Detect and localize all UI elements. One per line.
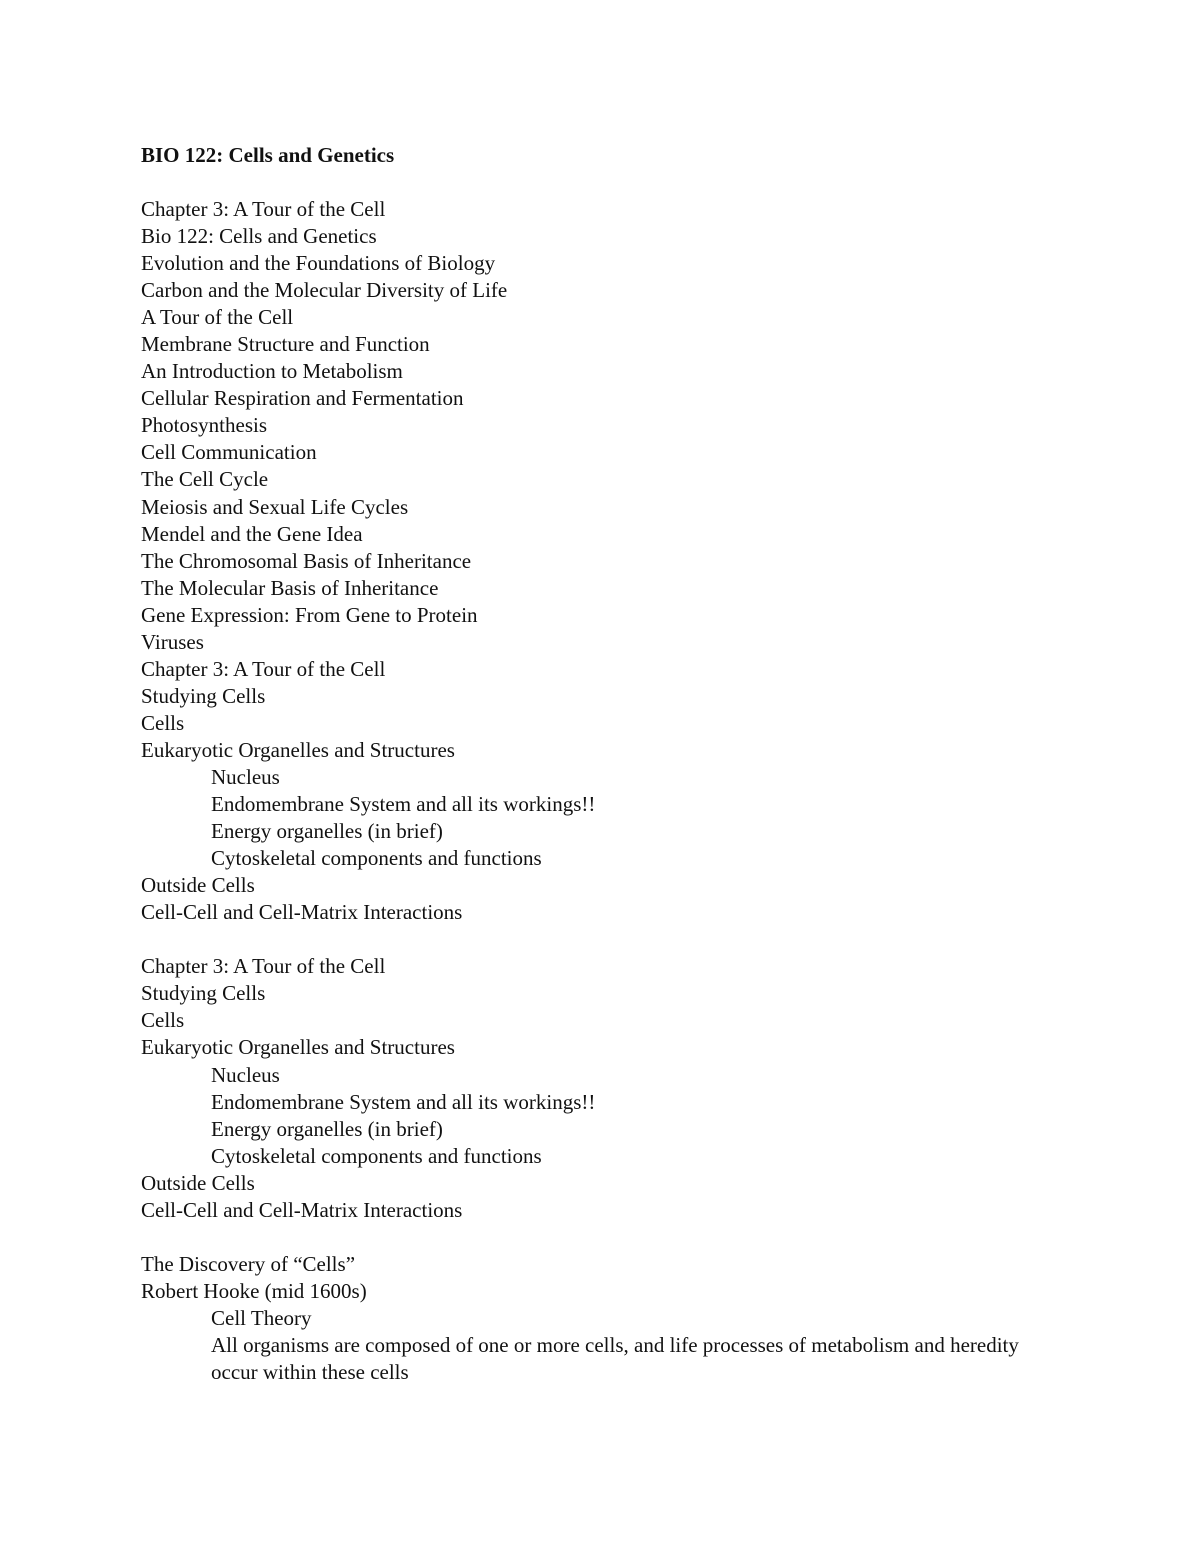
outline-subline: Endomembrane System and all its workings!! [211, 792, 596, 817]
document-title: BIO 122: Cells and Genetics [141, 143, 395, 167]
outline-line: Cell Communication [141, 440, 317, 465]
outline-subline: Cytoskeletal components and functions [211, 846, 542, 871]
outline-line: Outside Cells [141, 1170, 255, 1195]
paragraph-gap [141, 1224, 1061, 1251]
outline-line: Evolution and the Foundations of Biology [141, 251, 496, 276]
outline-line: Gene Expression: From Gene to Protein [141, 602, 478, 627]
outline-line: The Chromosomal Basis of Inheritance [141, 548, 472, 573]
outline-line: Carbon and the Molecular Diversity of Life [141, 278, 508, 303]
document-content [141, 142, 1061, 1386]
outline-subline: Nucleus [211, 1062, 280, 1087]
outline-line: Cellular Respiration and Fermentation [141, 386, 464, 411]
outline-subline: Cell Theory [211, 1305, 312, 1330]
outline-line: Cells [141, 1008, 185, 1033]
outline-line: Eukaryotic Organelles and Structures [141, 737, 455, 762]
outline-line: Eukaryotic Organelles and Structures [141, 1035, 455, 1060]
cell-theory-statement: All organisms are composed of one or more cells, and life processes of metabolism and heredity occur within these cells [211, 1332, 1019, 1385]
outline-line: Chapter 3: A Tour of the Cell [141, 954, 386, 979]
outline-line: The Molecular Basis of Inheritance [141, 575, 439, 600]
chapter-outline [141, 953, 1061, 1223]
outline-subline: Energy organelles (in brief) [211, 1116, 443, 1141]
outline-line: Cells [141, 710, 185, 735]
outline-line: Membrane Structure and Function [141, 332, 430, 357]
outline-line: Outside Cells [141, 873, 255, 898]
outline-line: The Cell Cycle [141, 467, 269, 492]
outline-line: Chapter 3: A Tour of the Cell [141, 197, 386, 221]
outline-line: Studying Cells [141, 981, 266, 1006]
outline-line: Mendel and the Gene Idea [141, 521, 363, 546]
outline-subline: Nucleus [211, 764, 280, 789]
outline-line: Robert Hooke (mid 1600s) [141, 1278, 367, 1303]
outline-line: Cell-Cell and Cell-Matrix Interactions [141, 900, 463, 925]
outline-subline: Endomembrane System and all its workings!! [211, 1089, 596, 1114]
outline-line: Meiosis and Sexual Life Cycles [141, 494, 409, 519]
outline-line: Viruses [141, 629, 204, 654]
section-heading: The Discovery of “Cells” [141, 1251, 356, 1276]
outline-subline: Energy organelles (in brief) [211, 819, 443, 844]
course-outline [141, 196, 1061, 926]
outline-line: Chapter 3: A Tour of the Cell [141, 656, 386, 681]
outline-line: A Tour of the Cell [141, 305, 294, 330]
outline-line: Cell-Cell and Cell-Matrix Interactions [141, 1197, 463, 1222]
outline-subline: Cytoskeletal components and functions [211, 1143, 542, 1168]
outline-line: An Introduction to Metabolism [141, 359, 403, 384]
outline-line: Bio 122: Cells and Genetics [141, 224, 377, 249]
discovery-section [141, 1251, 1061, 1386]
outline-line: Studying Cells [141, 683, 266, 708]
paragraph-gap [141, 926, 1061, 953]
outline-line: Photosynthesis [141, 413, 268, 438]
